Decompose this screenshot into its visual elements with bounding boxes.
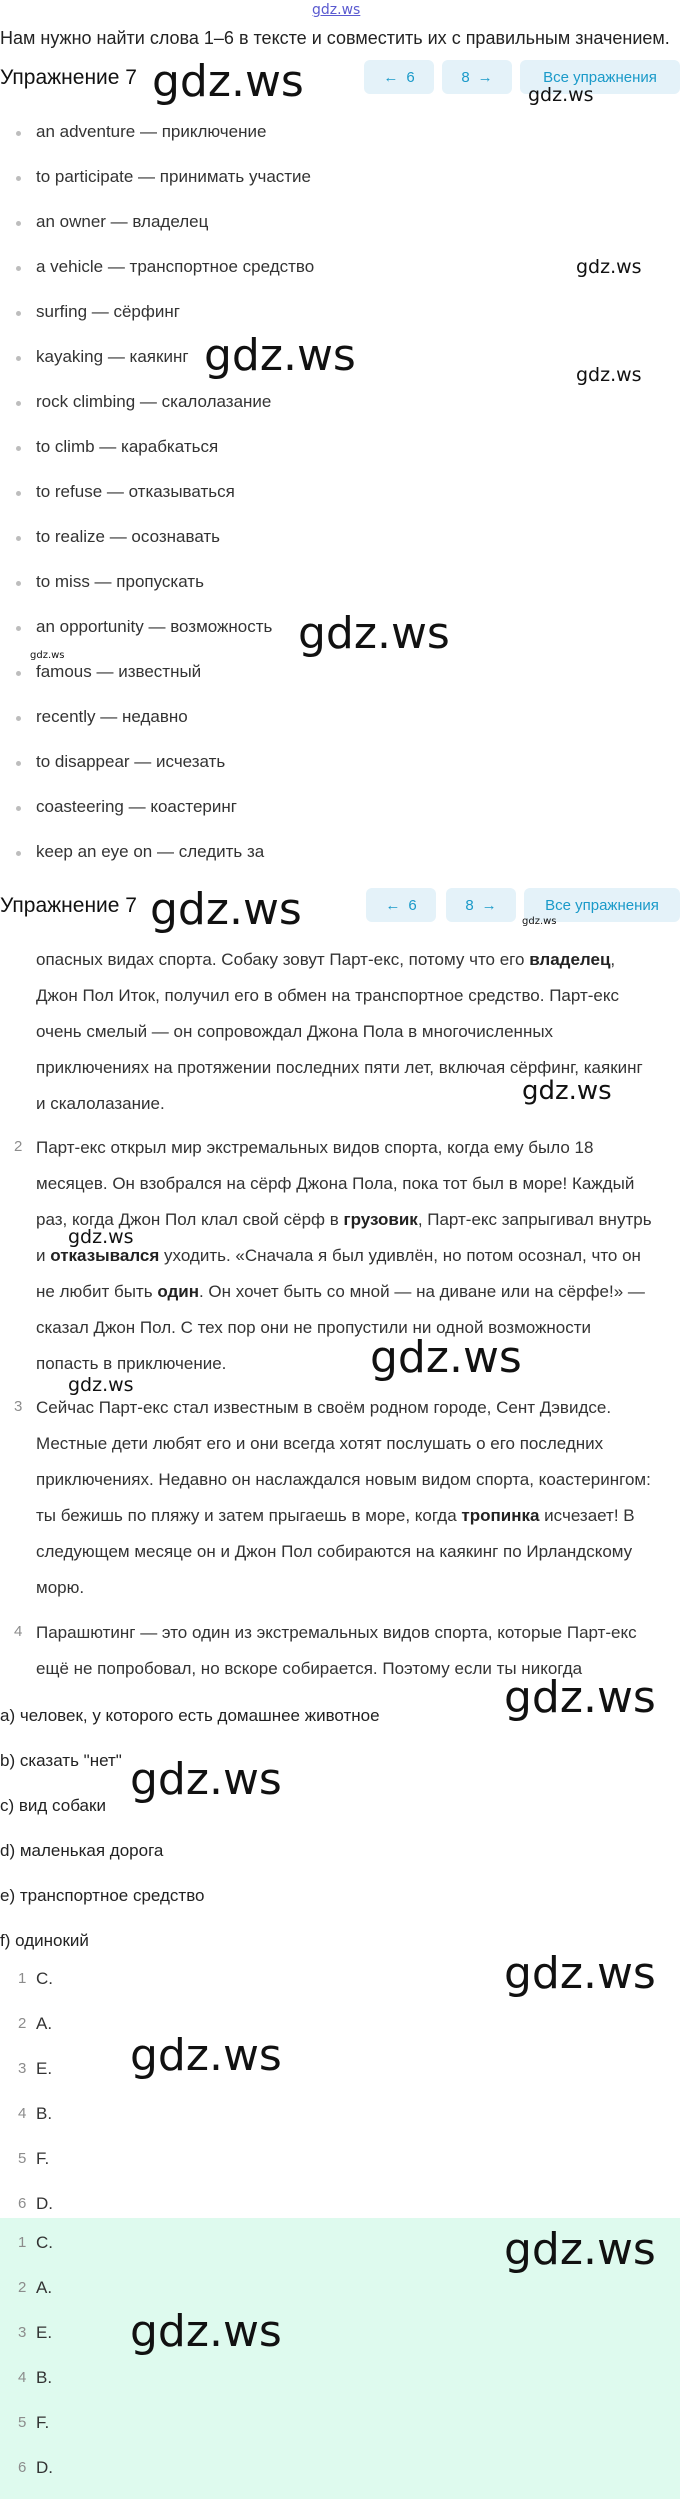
vocab-text: recently — недавно [36,707,188,726]
arrow-left-icon: ← [383,68,399,86]
definition-item: a) человек, у которого есть домашнее животное [0,1706,380,1725]
paragraph-text: Парт-екс открыл мир экстремальных видов спорта, когда ему было 18 месяцев. Он взобрался на сёрф Джона Пола, пока тот был в море! Каждый раз, когда Джон Пол клал свой сёрф в [36,1138,635,1229]
vocab-text: an opportunity — возможность [36,617,273,636]
watermark: gdz.ws [130,2306,282,2357]
prev-exercise-button[interactable] [364,60,434,94]
vocab-text: keep an eye on — следить за [36,842,265,861]
watermark: gdz.ws [30,650,65,661]
bullet-icon [16,491,21,496]
list-item [0,748,680,793]
paragraph-text: Парашютинг — это один из экстремальных видов спорта, которые Парт-екс ещё не попробовал, но вскоре собирается. Поэтому если ты никогда [36,1623,637,1678]
list-item [0,388,680,433]
watermark: gdz.ws [68,1226,134,1248]
list-item [0,523,680,568]
watermark: gdz.ws [504,1948,656,1999]
vocab-text: an owner — владелец [36,212,209,231]
bullet-icon [16,446,21,451]
bullet-icon [16,581,21,586]
answer-letter: E. [36,2059,53,2078]
answer-row [0,2361,680,2406]
highlighted-word: отказывался [50,1246,160,1265]
paragraph-text: опасных видах спорта. Собаку зовут Парт-екс, потому что его [36,950,530,969]
watermark: gdz.ws [298,608,450,659]
prev-exercise-label: 6 [408,896,417,914]
definition-item: b) сказать "нет" [0,1751,122,1770]
bullet-icon [16,671,21,676]
answer-letter: B. [36,2368,53,2387]
answer-number: 3 [18,2324,27,2341]
paragraph-text: исчезает! В следующем месяце он и Джон Пол собираются на каякинг по Ирландскому морю. [36,1506,635,1597]
answer-row [0,2052,680,2097]
bullet-icon [16,851,21,856]
answer-letter: A. [36,2278,53,2297]
answer-letter: F. [36,2149,50,2168]
list-item [0,118,680,163]
list-item [0,658,680,703]
answer-number: 5 [18,2414,27,2431]
vocab-text: famous — известный [36,662,202,681]
next-exercise-button[interactable] [442,60,512,94]
definition-item: f) одинокий [0,1931,89,1950]
vocab-text: to participate — принимать участие [36,167,312,186]
story-paragraph-3 [36,1390,656,1606]
arrow-right-icon: → [481,896,497,914]
answer-letter: D. [36,2194,53,2213]
watermark-top[interactable]: gdz.ws [312,2,361,18]
watermark: gdz.ws [522,1076,612,1106]
answer-number: 2 [18,2015,27,2032]
watermark: gdz.ws [204,330,356,381]
answer-number: 1 [18,1970,27,1987]
answer-row [0,2007,680,2052]
watermark: gdz.ws [522,916,557,927]
exercise-header-2 [0,886,680,946]
highlighted-word: владелец [529,950,611,969]
vocab-list [0,118,680,883]
watermark: gdz.ws [528,84,594,106]
vocab-text: coasteering — коастеринг [36,797,237,816]
all-exercises-label: Все упражнения [545,896,659,914]
exercise-title: Упражнение 7 [0,66,137,89]
answer-row [0,2142,680,2187]
watermark: gdz.ws [152,56,304,107]
definition-item: d) маленькая дорога [0,1841,164,1860]
vocab-text: rock climbing — скалолазание [36,392,272,411]
paragraph-text: уходить. «Сначала я был удивлён, но потом осознал, что он не любит быть [36,1246,641,1301]
answer-letter: C. [36,2233,53,2252]
paragraph-text: . Он хочет быть со мной — на диване или на сёрфе!» — сказал Джон Пол. С тех пор они не пропустили ни одной возможности попасть в приключение. [36,1282,645,1373]
definition-item: c) вид собаки [0,1796,106,1815]
prev-exercise-button[interactable] [366,888,436,922]
answer-number: 4 [18,2369,27,2386]
list-item [0,703,680,748]
vocab-text: to climb — карабкаться [36,437,219,456]
watermark: gdz.ws [576,364,642,386]
next-exercise-label: 8 [461,68,470,86]
arrow-right-icon: → [477,68,493,86]
watermark: gdz.ws [130,2030,282,2081]
watermark: gdz.ws [150,884,302,935]
highlighted-word: тропинка [461,1506,540,1525]
watermark: gdz.ws [576,256,642,278]
answer-row [0,2271,680,2316]
paragraph-text: Сейчас Парт-екс стал известным в своём родном городе, Сент Дэвидсе. Местные дети любят его и они всегда хотят послушать о его последних приключениях. Недавно он наслаждался новым видом спорта, коастерингом: ты бежишь по пляжу и затем прыгаешь в море, когда [36,1398,651,1525]
answer-letter: A. [36,2014,53,2033]
highlighted-word: грузовик [343,1210,418,1229]
answer-list [0,1962,680,2232]
answer-letter: F. [36,2413,50,2432]
bullet-icon [16,716,21,721]
vocab-text: an adventure — приключение [36,122,267,141]
answer-letter: D. [36,2458,53,2477]
paragraph-text: , Парт-екс запрыгивал внутрь и [36,1210,652,1265]
exercise-title: Упражнение 7 [0,894,137,917]
watermark: gdz.ws [370,1332,522,1383]
watermark: gdz.ws [504,2224,656,2275]
next-exercise-button[interactable] [446,888,516,922]
prev-exercise-label: 6 [406,68,415,86]
vocab-text: surfing — сёрфинг [36,302,180,321]
watermark: gdz.ws [130,1754,282,1805]
list-item [0,838,680,883]
answer-letter: C. [36,1969,53,1988]
paragraph-number: 2 [14,1138,23,1155]
answer-number: 3 [18,2060,27,2077]
list-item [0,478,680,523]
paragraph-text: , Джон Пол Иток, получил его в обмен на транспортное средство. Парт-екс очень смелый — он сопровождал Джона Пола в многочисленных приключениях на протяжении последних пяти лет, включая сёрфинг, каякинг и скалолазание. [36,950,643,1113]
answer-number: 5 [18,2150,27,2167]
all-exercises-label: Все упражнения [543,68,657,86]
answer-letter: E. [36,2323,53,2342]
definitions-list [0,1706,380,1976]
list-item [0,793,680,838]
vocab-text: to realize — осознавать [36,527,221,546]
list-item [0,433,680,478]
highlighted-word: один [157,1282,199,1301]
list-item [0,208,680,253]
answer-number: 4 [18,2105,27,2122]
vocab-text: kayaking — каякинг [36,347,189,366]
answer-row [0,2097,680,2142]
bullet-icon [16,536,21,541]
story-paragraph-2 [36,1130,656,1382]
answer-row [0,2316,680,2361]
bullet-icon [16,266,21,271]
vocab-text: to refuse — отказываться [36,482,235,501]
bullet-icon [16,806,21,811]
bullet-icon [16,176,21,181]
list-item [0,568,680,613]
bullet-icon [16,311,21,316]
list-item [0,163,680,208]
vocab-text: to disappear — исчезать [36,752,226,771]
answer-row [0,2451,680,2496]
vocab-text: to miss — пропускать [36,572,204,591]
bullet-icon [16,131,21,136]
bullet-icon [16,221,21,226]
watermark: gdz.ws [68,1374,134,1396]
answer-number: 2 [18,2279,27,2296]
bullet-icon [16,761,21,766]
next-exercise-label: 8 [465,896,474,914]
answer-row [0,2406,680,2451]
bullet-icon [16,626,21,631]
answer-number: 6 [18,2459,27,2476]
bullet-icon [16,356,21,361]
watermark: gdz.ws [504,1672,656,1723]
bullet-icon [16,401,21,406]
answer-number: 1 [18,2234,27,2251]
answer-number: 6 [18,2195,27,2212]
paragraph-number: 4 [14,1623,23,1640]
paragraph-number: 3 [14,1398,23,1415]
arrow-left-icon: ← [385,896,401,914]
definition-item: e) транспортное средство [0,1886,205,1905]
vocab-text: a vehicle — транспортное средство [36,257,315,276]
answer-letter: B. [36,2104,53,2123]
intro-text: Нам нужно найти слова 1–6 в тексте и совместить их с правильным значением. [0,28,670,48]
